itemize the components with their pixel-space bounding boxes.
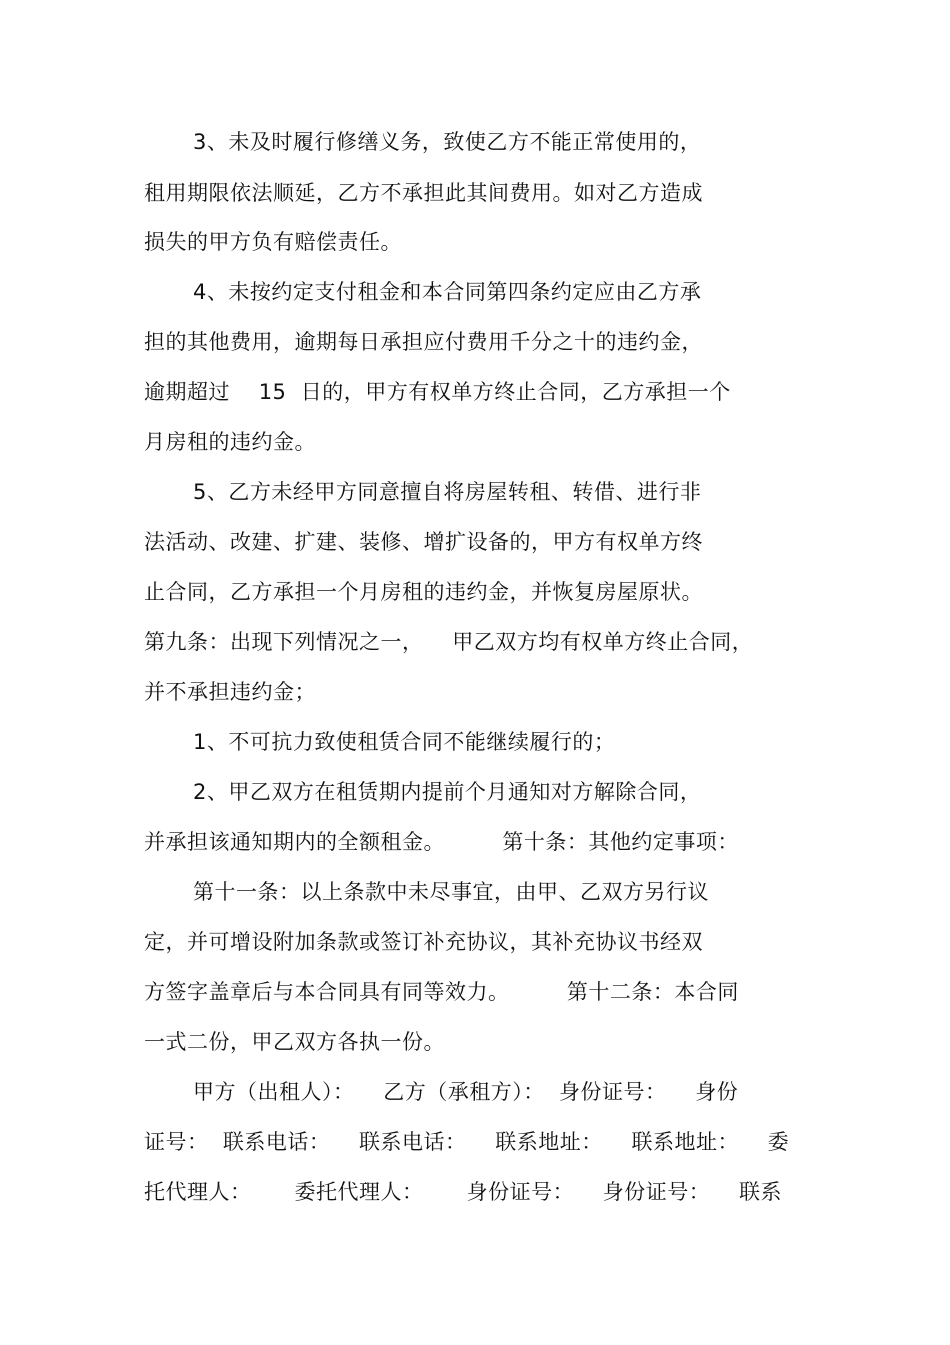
text-line: 担的其他费用，逾期每日承担应付费用千分之十的违约金，: [144, 330, 703, 354]
text-line: 租用期限依法顺延，乙方不承担此其间费用。如对乙方造成: [144, 181, 703, 205]
text-line: 止合同，乙方承担一个月房租的违约金，并恢复房屋原状。: [144, 580, 703, 604]
text-line: 1、不可抗力致使租赁合同不能继续履行的；: [193, 730, 616, 754]
text-line: 法活动、改建、扩建、装修、增扩设备的，甲方有权单方终: [144, 530, 703, 554]
text-line: 3、未及时履行修缮义务，致使乙方不能正常使用的，: [193, 130, 702, 154]
text-line: 4、未按约定支付租金和本合同第四条约定应由乙方承: [193, 280, 702, 304]
text-line: 逾期超过 15 日的，甲方有权单方终止合同，乙方承担一个: [144, 380, 731, 404]
text-line: 第十一条：以上条款中未尽事宜，由甲、乙双方另行议: [193, 880, 709, 904]
text-line: 5、乙方未经甲方同意擅自将房屋转租、转借、进行非: [193, 480, 702, 504]
text-line: 一式二份，甲乙双方各执一份。: [144, 1030, 445, 1054]
text-line: 损失的甲方负有赔偿责任。: [144, 230, 402, 254]
text-line: 托代理人： 委托代理人： 身份证号： 身份证号： 联系: [144, 1180, 783, 1204]
text-line: 2、甲乙双方在租赁期内提前个月通知对方解除合同，: [193, 780, 702, 804]
text-line: 月房租的违约金。: [144, 430, 316, 454]
text-line: 甲方（出租人）： 乙方（承租方）： 身份证号： 身份: [193, 1080, 739, 1104]
text-line: 证号： 联系电话： 联系电话： 联系地址： 联系地址： 委: [144, 1130, 790, 1154]
text-line: 第九条：出现下列情况之一， 甲乙双方均有权单方终止合同，: [144, 630, 754, 654]
text-line: 定，并可增设附加条款或签订补充协议，其补充协议书经双: [144, 930, 703, 954]
text-line: 方签字盖章后与本合同具有同等效力。 第十二条：本合同: [144, 980, 739, 1004]
text-line: 并承担该通知期内的全额租金。 第十条：其他约定事项：: [144, 830, 739, 854]
text-line: 并不承担违约金；: [144, 680, 316, 704]
